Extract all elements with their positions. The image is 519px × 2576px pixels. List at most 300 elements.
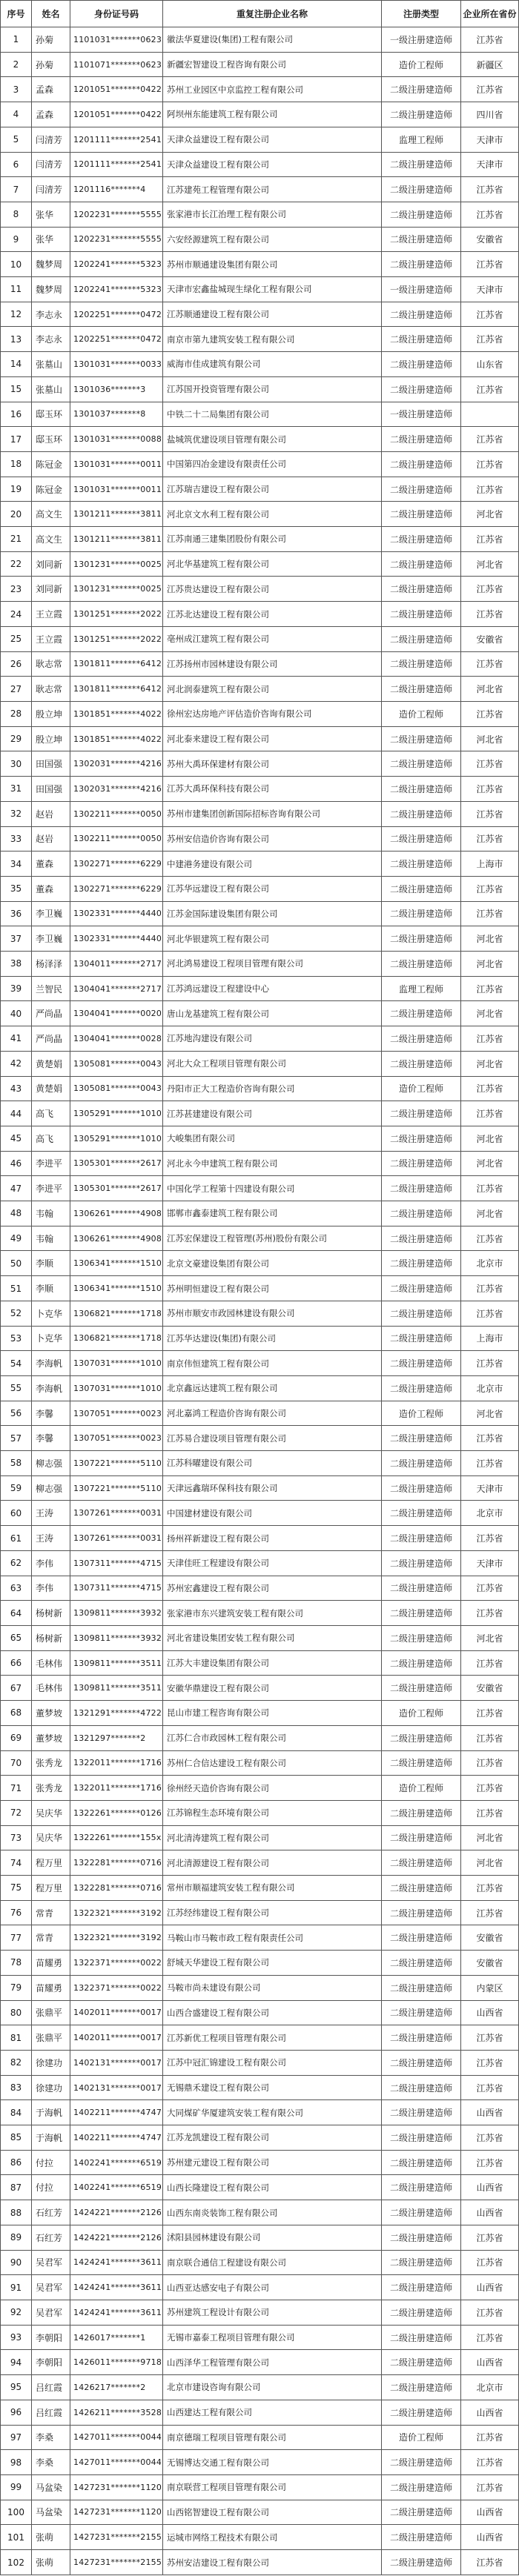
cell-id-number: 1427231*******2155 [70, 2550, 163, 2575]
cell-seq: 4 [1, 102, 32, 127]
cell-name: 徐建功 [32, 2050, 70, 2075]
cell-reg-type: 二级注册建造师 [382, 1526, 461, 1551]
table-row [1, 451, 519, 477]
cell-reg-type: 二级注册建造师 [382, 327, 461, 352]
cell-province: 江苏省 [461, 1226, 519, 1251]
table-row [1, 1550, 519, 1576]
cell-province: 江苏省 [461, 1351, 519, 1376]
table-row [1, 127, 519, 152]
cell-seq: 11 [1, 277, 32, 302]
table-row [1, 2075, 519, 2100]
cell-name: 毛林伟 [32, 1650, 70, 1676]
cell-id-number: 1424241*******3611 [70, 2275, 163, 2300]
cell-company: 苏州建筑工程设计有限公司 [163, 2300, 382, 2325]
cell-province: 北京市 [461, 1501, 519, 1526]
cell-province: 江苏省 [461, 826, 519, 852]
cell-company: 河北京文水利工程有限公司 [163, 502, 382, 527]
cell-company: 河北清涛建筑工程有限公司 [163, 1825, 382, 1850]
cell-id-number: 1402011*******0017 [70, 2025, 163, 2051]
table-row [1, 1825, 519, 1850]
cell-name: 陈冠金 [32, 477, 70, 502]
cell-reg-type: 二级注册建造师 [382, 2375, 461, 2400]
cell-name: 殷立坤 [32, 726, 70, 751]
cell-province: 河北省 [461, 926, 519, 952]
cell-company: 六安经源建筑工程有限公司 [163, 227, 382, 252]
cell-seq: 56 [1, 1401, 32, 1426]
table-row [1, 2275, 519, 2300]
cell-province: 江苏省 [461, 901, 519, 926]
cell-seq: 15 [1, 376, 32, 402]
cell-name: 李志永 [32, 327, 70, 352]
cell-province: 安徽省 [461, 1951, 519, 1976]
cell-id-number: 1301211*******3811 [70, 502, 163, 527]
cell-id-number: 1301251*******2022 [70, 602, 163, 627]
cell-province: 江苏省 [461, 2300, 519, 2325]
cell-name: 李朝阳 [32, 2325, 70, 2350]
cell-seq: 49 [1, 1226, 32, 1251]
cell-company: 邯郸市鑫泰建筑工程有限公司 [163, 1201, 382, 1226]
cell-seq: 1 [1, 27, 32, 53]
cell-reg-type: 二级注册建造师 [382, 1750, 461, 1776]
cell-company: 江苏南通三建集团股份有限公司 [163, 527, 382, 552]
cell-company: 徐州经天造价咨询有限公司 [163, 1776, 382, 1801]
table-row [1, 1401, 519, 1426]
cell-company: 徐州宏达房地产评估造价咨询有限公司 [163, 701, 382, 726]
cell-province: 上海市 [461, 1326, 519, 1351]
cell-company: 苏州建元建设工程有限公司 [163, 2150, 382, 2175]
cell-reg-type: 二级注册建造师 [382, 1676, 461, 1701]
cell-company: 丹阳市正大工程造价咨询有限公司 [163, 1076, 382, 1101]
cell-id-number: 1301031*******0011 [70, 477, 163, 502]
cell-reg-type: 造价工程师 [382, 2425, 461, 2450]
cell-seq: 102 [1, 2550, 32, 2575]
col-header-province: 企业所在省份 [461, 1, 519, 27]
cell-name: 李顺 [32, 1251, 70, 1276]
cell-reg-type: 二级注册建造师 [382, 1925, 461, 1951]
cell-company: 苏州仁合信达建设工程有限公司 [163, 1750, 382, 1776]
cell-reg-type: 二级注册建造师 [382, 2100, 461, 2125]
cell-company: 江苏宏保建设工程管理(苏州)股份有限公司 [163, 1226, 382, 1251]
cell-seq: 38 [1, 952, 32, 977]
cell-province: 江苏省 [461, 1276, 519, 1301]
table-row [1, 2025, 519, 2051]
cell-reg-type: 二级注册建造师 [382, 2500, 461, 2525]
cell-id-number: 1309811*******3511 [70, 1650, 163, 1676]
cell-id-number: 1402241*******6519 [70, 2150, 163, 2175]
cell-company: 江苏新优工程项目管理有限公司 [163, 2025, 382, 2051]
cell-company: 南京德瑞工程项目管理有限公司 [163, 2425, 382, 2450]
cell-id-number: 1202241*******5323 [70, 277, 163, 302]
cell-province: 江苏省 [461, 1800, 519, 1825]
cell-seq: 24 [1, 602, 32, 627]
cell-reg-type: 二级注册建造师 [382, 1126, 461, 1151]
table-row [1, 152, 519, 177]
cell-id-number: 1427011*******0044 [70, 2450, 163, 2475]
cell-reg-type: 二级注册建造师 [382, 2250, 461, 2275]
table-row [1, 302, 519, 327]
cell-company: 无锡鼎禾建设工程有限公司 [163, 2075, 382, 2100]
cell-province: 江苏省 [461, 527, 519, 552]
cell-province: 江苏省 [461, 1776, 519, 1801]
cell-province: 江苏省 [461, 376, 519, 402]
cell-reg-type: 二级注册建造师 [382, 2225, 461, 2250]
table-row [1, 2200, 519, 2225]
cell-name: 邸玉环 [32, 402, 70, 427]
cell-name: 张鼎平 [32, 2000, 70, 2025]
cell-id-number: 1322371*******0022 [70, 1975, 163, 2000]
cell-id-number: 1306341*******1510 [70, 1276, 163, 1301]
cell-province: 江苏省 [461, 1876, 519, 1901]
cell-province: 安徽省 [461, 1925, 519, 1951]
cell-name: 张华 [32, 202, 70, 227]
table-row [1, 801, 519, 826]
table-row [1, 277, 519, 302]
cell-province: 上海市 [461, 852, 519, 877]
cell-reg-type: 二级注册建造师 [382, 102, 461, 127]
table-row [1, 926, 519, 952]
cell-name: 耿志常 [32, 651, 70, 677]
cell-id-number: 1427011*******0044 [70, 2425, 163, 2450]
table-row [1, 1876, 519, 1901]
cell-id-number: 1322281*******0716 [70, 1850, 163, 1876]
cell-province: 河北省 [461, 551, 519, 577]
cell-id-number: 1305301*******2617 [70, 1151, 163, 1176]
cell-name: 王涛 [32, 1501, 70, 1526]
cell-id-number: 1322011*******1716 [70, 1750, 163, 1776]
cell-seq: 48 [1, 1201, 32, 1226]
cell-company: 河北鸿易建设工程项目管理有限公司 [163, 952, 382, 977]
cell-id-number: 1301811*******6412 [70, 651, 163, 677]
cell-province: 江苏省 [461, 1076, 519, 1101]
cell-reg-type: 造价工程师 [382, 1776, 461, 1801]
cell-reg-type: 二级注册建造师 [382, 952, 461, 977]
cell-company: 江苏大丰建设集团有限公司 [163, 1650, 382, 1676]
cell-reg-type: 二级注册建造师 [382, 1626, 461, 1651]
cell-id-number: 1201051*******0422 [70, 77, 163, 102]
cell-company: 河北永今申建筑工程有限公司 [163, 1151, 382, 1176]
cell-company: 山西亚达感安电子有限公司 [163, 2275, 382, 2300]
cell-reg-type: 二级注册建造师 [382, 227, 461, 252]
cell-reg-type: 二级注册建造师 [382, 1326, 461, 1351]
cell-company: 北京鑫远达建筑工程有限公司 [163, 1375, 382, 1401]
cell-company: 天津市宏鑫盐城现生绿化工程有限公司 [163, 277, 382, 302]
cell-id-number: 1322011*******1716 [70, 1776, 163, 1801]
cell-name: 韦翰 [32, 1226, 70, 1251]
cell-reg-type: 二级注册建造师 [382, 651, 461, 677]
table-row [1, 402, 519, 427]
cell-id-number: 1302031*******4216 [70, 777, 163, 802]
cell-company: 苏州明恒建设工程有限公司 [163, 1276, 382, 1301]
cell-seq: 83 [1, 2075, 32, 2100]
cell-company: 中国化学工程第十四建设有限公司 [163, 1176, 382, 1201]
cell-seq: 88 [1, 2200, 32, 2225]
cell-company: 江苏国开投资管理有限公司 [163, 376, 382, 402]
cell-company: 盐城筑优建设项目管理有限公司 [163, 427, 382, 452]
cell-company: 中铁二十二局集团有限公司 [163, 402, 382, 427]
cell-id-number: 1426217*******2 [70, 2375, 163, 2400]
cell-company: 山西东南炎装饰工程有限公司 [163, 2200, 382, 2225]
cell-reg-type: 二级注册建造师 [382, 1876, 461, 1901]
cell-id-number: 1402131*******0017 [70, 2050, 163, 2075]
cell-company: 江苏大禹环保科技有限公司 [163, 777, 382, 802]
cell-seq: 51 [1, 1276, 32, 1301]
cell-company: 河北嘉鸿工程造价咨询有限公司 [163, 1401, 382, 1426]
cell-company: 苏州工业园区中京监控工程有限公司 [163, 77, 382, 102]
cell-name: 李桑 [32, 2450, 70, 2475]
cell-company: 天津远鑫瑞环保科技有限公司 [163, 1475, 382, 1501]
cell-reg-type: 二级注册建造师 [382, 2200, 461, 2225]
cell-reg-type: 二级注册建造师 [382, 777, 461, 802]
cell-id-number: 1301231*******0025 [70, 551, 163, 577]
cell-id-number: 1202241*******5323 [70, 252, 163, 277]
cell-reg-type: 二级注册建造师 [382, 152, 461, 177]
cell-reg-type: 二级注册建造师 [382, 352, 461, 377]
cell-id-number: 1302211*******0050 [70, 801, 163, 826]
cell-province: 河北省 [461, 1001, 519, 1026]
cell-company: 天津众益建设工程有限公司 [163, 152, 382, 177]
table-row [1, 1001, 519, 1026]
cell-id-number: 1322261*******155x [70, 1825, 163, 1850]
table-row [1, 876, 519, 901]
cell-seq: 65 [1, 1626, 32, 1651]
cell-name: 兰智民 [32, 976, 70, 1001]
cell-name: 张秀龙 [32, 1776, 70, 1801]
cell-seq: 16 [1, 402, 32, 427]
cell-province [461, 402, 519, 427]
table-row [1, 477, 519, 502]
cell-id-number: 1322281*******0716 [70, 1876, 163, 1901]
cell-id-number: 1426011*******9718 [70, 2350, 163, 2375]
cell-seq: 86 [1, 2150, 32, 2175]
cell-name: 李馨 [32, 1426, 70, 1451]
cell-reg-type: 二级注册建造师 [382, 677, 461, 702]
cell-province: 江苏省 [461, 2075, 519, 2100]
table-row [1, 2525, 519, 2550]
cell-name: 程万里 [32, 1876, 70, 1901]
cell-company: 苏州宏鑫建设工程有限公司 [163, 1576, 382, 1601]
table-row [1, 1601, 519, 1626]
table-row [1, 2125, 519, 2151]
cell-id-number: 1305291*******1010 [70, 1126, 163, 1151]
cell-name: 李志永 [32, 302, 70, 327]
cell-reg-type: 二级注册建造师 [382, 2474, 461, 2500]
table-row [1, 1426, 519, 1451]
cell-name: 付拉 [32, 2150, 70, 2175]
table-row [1, 1151, 519, 1176]
cell-reg-type: 造价工程师 [382, 701, 461, 726]
table-row [1, 1850, 519, 1876]
cell-province: 山西省 [461, 2000, 519, 2025]
cell-seq: 2 [1, 52, 32, 77]
cell-reg-type: 二级注册建造师 [382, 1800, 461, 1825]
cell-id-number: 1321291*******4722 [70, 1701, 163, 1726]
cell-seq: 81 [1, 2025, 32, 2051]
cell-seq: 45 [1, 1126, 32, 1151]
table-row [1, 551, 519, 577]
cell-seq: 47 [1, 1176, 32, 1201]
cell-id-number: 1301031*******0011 [70, 451, 163, 477]
cell-company: 阿坝州东能建筑工程有限公司 [163, 102, 382, 127]
cell-id-number: 1306821*******1718 [70, 1326, 163, 1351]
cell-id-number: 1307051*******0023 [70, 1401, 163, 1426]
table-row [1, 1176, 519, 1201]
table-row [1, 77, 519, 102]
cell-seq: 6 [1, 152, 32, 177]
cell-id-number: 1301037*******8 [70, 402, 163, 427]
cell-id-number: 1424241*******3611 [70, 2300, 163, 2325]
cell-province: 江苏省 [461, 2025, 519, 2051]
cell-name: 于海帆 [32, 2125, 70, 2151]
cell-seq: 36 [1, 901, 32, 926]
cell-id-number: 1302211*******0050 [70, 826, 163, 852]
cell-company: 江苏瑞吉建设工程有限公司 [163, 477, 382, 502]
cell-province: 河北省 [461, 1201, 519, 1226]
cell-seq: 60 [1, 1501, 32, 1526]
cell-province: 江苏省 [461, 1650, 519, 1676]
cell-id-number: 1309811*******3932 [70, 1626, 163, 1651]
cell-reg-type: 二级注册建造师 [382, 1501, 461, 1526]
cell-province: 天津市 [461, 152, 519, 177]
cell-reg-type: 二级注册建造师 [382, 1951, 461, 1976]
cell-seq: 99 [1, 2474, 32, 2500]
cell-seq: 33 [1, 826, 32, 852]
cell-reg-type: 二级注册建造师 [382, 1351, 461, 1376]
cell-name: 李伟 [32, 1550, 70, 1576]
table-row [1, 2325, 519, 2350]
cell-name: 孟森 [32, 77, 70, 102]
cell-reg-type: 二级注册建造师 [382, 2525, 461, 2550]
table-row [1, 1301, 519, 1326]
cell-reg-type: 二级注册建造师 [382, 1301, 461, 1326]
cell-company: 江苏北达建设工程有限公司 [163, 602, 382, 627]
cell-seq: 93 [1, 2325, 32, 2350]
cell-province: 江苏省 [461, 2225, 519, 2250]
cell-reg-type: 二级注册建造师 [382, 2300, 461, 2325]
cell-province: 安徽省 [461, 227, 519, 252]
cell-company: 苏州大禹环保建材有限公司 [163, 751, 382, 777]
table-row [1, 1351, 519, 1376]
table-row [1, 1201, 519, 1226]
cell-seq: 27 [1, 677, 32, 702]
cell-seq: 52 [1, 1301, 32, 1326]
cell-id-number: 1402211*******4747 [70, 2125, 163, 2151]
cell-reg-type: 二级注册建造师 [382, 1151, 461, 1176]
cell-reg-type: 造价工程师 [382, 1076, 461, 1101]
cell-reg-type: 二级注册建造师 [382, 177, 461, 202]
table-row [1, 952, 519, 977]
cell-company: 山西泽华工程管理有限公司 [163, 2350, 382, 2375]
cell-province: 江苏省 [461, 451, 519, 477]
cell-province: 江苏省 [461, 427, 519, 452]
cell-province: 江苏省 [461, 2150, 519, 2175]
cell-id-number: 1306261*******4908 [70, 1201, 163, 1226]
cell-name: 董森 [32, 876, 70, 901]
cell-name: 孙菊 [32, 52, 70, 77]
cell-id-number: 1201111*******2541 [70, 152, 163, 177]
cell-seq: 62 [1, 1550, 32, 1576]
cell-name: 闫清芳 [32, 127, 70, 152]
cell-company: 马鞍市尚未建设有限公司 [163, 1975, 382, 2000]
cell-reg-type: 二级注册建造师 [382, 826, 461, 852]
cell-seq: 96 [1, 2400, 32, 2425]
cell-name: 常青 [32, 1900, 70, 1925]
cell-id-number: 1302331*******4440 [70, 901, 163, 926]
cell-reg-type: 二级注册建造师 [382, 1176, 461, 1201]
cell-company: 江苏建苑工程管理有限公司 [163, 177, 382, 202]
cell-province: 江苏省 [461, 602, 519, 627]
cell-seq: 50 [1, 1251, 32, 1276]
cell-province: 河北省 [461, 1825, 519, 1850]
cell-seq: 84 [1, 2100, 32, 2125]
cell-province: 天津市 [461, 1550, 519, 1576]
cell-province: 河北省 [461, 1151, 519, 1176]
cell-seq: 101 [1, 2525, 32, 2550]
table-row [1, 751, 519, 777]
cell-company: 江苏华达建设(集团)有限公司 [163, 1326, 382, 1351]
cell-id-number: 1201051*******0422 [70, 102, 163, 127]
cell-province: 江苏省 [461, 2474, 519, 2500]
cell-name: 王涛 [32, 1526, 70, 1551]
cell-province: 江苏省 [461, 577, 519, 602]
cell-province: 江苏省 [461, 801, 519, 826]
cell-seq: 13 [1, 327, 32, 352]
cell-province: 山西省 [461, 2500, 519, 2525]
cell-reg-type: 二级注册建造师 [382, 1226, 461, 1251]
cell-id-number: 1426017*******1 [70, 2325, 163, 2350]
cell-id-number: 1322371*******0022 [70, 1951, 163, 1976]
cell-province: 江苏省 [461, 1900, 519, 1925]
cell-reg-type: 一级注册建造师 [382, 27, 461, 53]
cell-name: 张鼎平 [32, 2025, 70, 2051]
cell-province: 山西省 [461, 2525, 519, 2550]
cell-seq: 75 [1, 1876, 32, 1901]
cell-reg-type: 二级注册建造师 [382, 2325, 461, 2350]
cell-id-number: 1322261*******0126 [70, 1800, 163, 1825]
cell-seq: 100 [1, 2500, 32, 2525]
cell-name: 王立霞 [32, 602, 70, 627]
cell-id-number: 1101031*******0623 [70, 27, 163, 53]
cell-seq: 59 [1, 1475, 32, 1501]
cell-reg-type: 二级注册建造师 [382, 1550, 461, 1576]
cell-province: 江苏省 [461, 876, 519, 901]
cell-company: 南京联合通信工程建设有限公司 [163, 2250, 382, 2275]
cell-province: 江苏省 [461, 302, 519, 327]
cell-seq: 91 [1, 2275, 32, 2300]
cell-province: 江苏省 [461, 2425, 519, 2450]
cell-id-number: 1307051*******0023 [70, 1426, 163, 1451]
table-row [1, 2000, 519, 2025]
cell-reg-type: 二级注册建造师 [382, 2050, 461, 2075]
cell-name: 孟森 [32, 102, 70, 127]
cell-seq: 67 [1, 1676, 32, 1701]
cell-reg-type: 二级注册建造师 [382, 1725, 461, 1750]
cell-company: 张家港市长江治理工程有限公司 [163, 202, 382, 227]
table-row [1, 27, 519, 53]
cell-seq: 37 [1, 926, 32, 952]
cell-id-number: 1307031*******1010 [70, 1351, 163, 1376]
table-row [1, 327, 519, 352]
cell-province: 江苏省 [461, 77, 519, 102]
cell-name: 李卫巍 [32, 901, 70, 926]
cell-seq: 35 [1, 876, 32, 901]
cell-id-number: 1427231*******2155 [70, 2525, 163, 2550]
cell-company: 苏州安信造价咨询有限公司 [163, 826, 382, 852]
col-header-name: 姓名 [32, 1, 70, 27]
table-row [1, 1576, 519, 1601]
cell-company: 河北省建设集团安装工程有限公司 [163, 1626, 382, 1651]
cell-company: 亳州成江建筑工程有限公司 [163, 626, 382, 651]
cell-company: 江苏锦程生态环境有限公司 [163, 1800, 382, 1825]
